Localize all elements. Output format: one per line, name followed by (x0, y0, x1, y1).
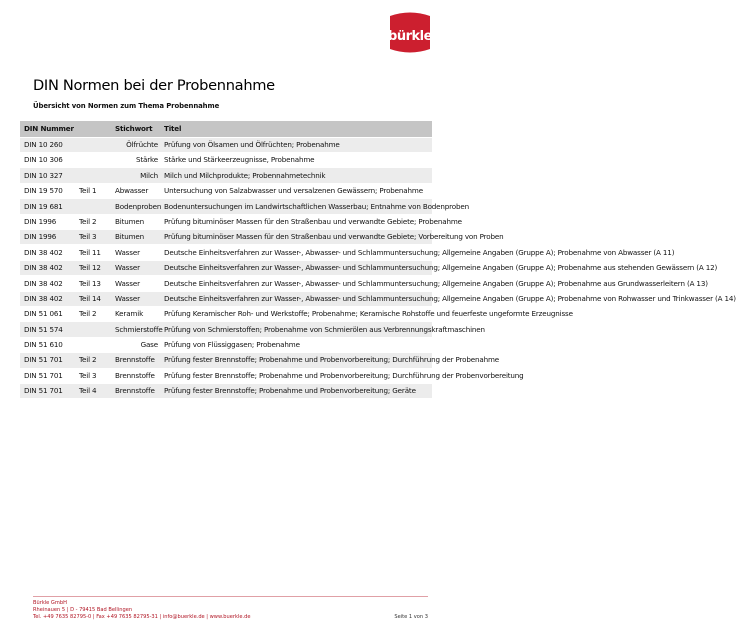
title-cell: Prüfung fester Brennstoffe; Probenahme und Probenvorbereitung; Durchführung der Probenahme (160, 353, 432, 368)
din-number-cell: DIN 38 402 (20, 276, 75, 291)
table-row (20, 353, 432, 368)
din-number-cell: DIN 1996 (20, 230, 75, 245)
title-cell: Stärke und Stärkeerzeugnisse, Probenahme (160, 153, 432, 168)
part-cell: Teil 3 (75, 368, 111, 383)
din-number-cell: DIN 19 570 (20, 183, 75, 198)
keyword-cell: Brennstoffe (111, 368, 160, 383)
part-cell (75, 168, 111, 183)
table-row (20, 183, 432, 198)
table-row (20, 168, 432, 183)
din-number-cell: DIN 1996 (20, 214, 75, 229)
keyword-cell: Bitumen (111, 214, 160, 229)
document-title: DIN Normen bei der Probennahme (33, 77, 275, 94)
keyword-cell: Wasser (111, 291, 160, 306)
din-number-cell: DIN 51 701 (20, 368, 75, 383)
title-cell: Untersuchung von Salzabwasser und versalzenen Gewässern; Probenahme (160, 183, 432, 198)
footer-company: Bürkle GmbH (33, 600, 67, 606)
table-row (20, 214, 432, 229)
din-number-cell: DIN 10 327 (20, 168, 75, 183)
document-subtitle: Übersicht von Normen zum Thema Probennahme (33, 102, 220, 110)
header-part (75, 121, 111, 137)
footer-page-number: Seite 1 von 3 (394, 614, 428, 620)
table-header-row (20, 121, 432, 137)
table-row (20, 322, 432, 337)
part-cell: Teil 11 (75, 245, 111, 260)
table-row (20, 260, 432, 275)
din-number-cell: DIN 38 402 (20, 291, 75, 306)
din-number-cell: DIN 51 701 (20, 353, 75, 368)
keyword-cell: Stärke (111, 153, 160, 168)
keyword-cell: Wasser (111, 245, 160, 260)
title-cell: Deutsche Einheitsverfahren zur Wasser-, Abwasser- und Schlammuntersuchung; Allgemeine Angaben (Gruppe A); Probenahme von Rohwasser und Trinkwasser (A 14) (160, 291, 432, 306)
svg-text:bürkle: bürkle (388, 29, 432, 44)
din-number-cell: DIN 10 306 (20, 153, 75, 168)
din-number-cell: DIN 51 610 (20, 337, 75, 352)
part-cell (75, 137, 111, 152)
keyword-cell: Gase (111, 337, 160, 352)
table-row (20, 276, 432, 291)
keyword-cell: Brennstoffe (111, 353, 160, 368)
title-cell: Deutsche Einheitsverfahren zur Wasser-, Abwasser- und Schlammuntersuchung; Allgemeine Angaben (Gruppe A); Probenahme aus Grundwasserleitern (A 13) (160, 276, 432, 291)
keyword-cell: Abwasser (111, 183, 160, 198)
din-number-cell: DIN 51 701 (20, 383, 75, 398)
table-row (20, 199, 432, 214)
keyword-cell: Wasser (111, 260, 160, 275)
table-row (20, 153, 432, 168)
keyword-cell: Bitumen (111, 230, 160, 245)
din-number-cell: DIN 10 260 (20, 137, 75, 152)
table-body (20, 137, 736, 399)
footer-divider (33, 596, 428, 597)
keyword-cell: Wasser (111, 276, 160, 291)
part-cell: Teil 13 (75, 276, 111, 291)
part-cell: Teil 2 (75, 307, 111, 322)
footer-contact: Tel. +49 7635 82795-0 | Fax +49 7635 82795-31 | info@buerkle.de | www.buerkle.de (33, 614, 251, 620)
page-footer (33, 600, 428, 621)
keyword-cell: Schmierstoffe (111, 322, 160, 337)
din-number-cell: DIN 51 574 (20, 322, 75, 337)
part-cell (75, 322, 111, 337)
keyword-cell: Keramik (111, 307, 160, 322)
part-cell: Teil 2 (75, 353, 111, 368)
title-cell: Prüfung Keramischer Roh- und Werkstoffe; Probenahme; Keramische Rohstoffe und feuerfeste ungeformte Erzeugnisse (160, 307, 432, 322)
part-cell (75, 153, 111, 168)
title-cell: Prüfung fester Brennstoffe; Probenahme und Probenvorbereitung; Durchführung der Probenvorbereitung (160, 368, 432, 383)
title-cell: Bodenuntersuchungen im Landwirtschaftlichen Wasserbau; Entnahme von Bodenproben (160, 199, 432, 214)
table-row (20, 368, 432, 383)
table-row (20, 307, 432, 322)
keyword-cell: Milch (111, 168, 160, 183)
title-cell: Deutsche Einheitsverfahren zur Wasser-, Abwasser- und Schlammuntersuchung; Allgemeine Angaben (Gruppe A); Probenahme aus stehenden Gewässern (A 12) (160, 260, 432, 275)
table-row (20, 245, 432, 260)
title-cell: Prüfung von Schmierstoffen; Probenahme von Schmierölen aus Verbrennungskraftmaschinen (160, 322, 432, 337)
header-title: Titel (160, 121, 432, 137)
din-number-cell: DIN 38 402 (20, 260, 75, 275)
din-number-cell: DIN 38 402 (20, 245, 75, 260)
keyword-cell: Bodenproben (111, 199, 160, 214)
keyword-cell: Brennstoffe (111, 383, 160, 398)
din-norms-table (20, 121, 736, 399)
part-cell: Teil 2 (75, 214, 111, 229)
part-cell: Teil 4 (75, 383, 111, 398)
title-cell: Prüfung fester Brennstoffe; Probenahme und Probenvorbereitung; Geräte (160, 383, 432, 398)
table-row (20, 337, 432, 352)
part-cell: Teil 3 (75, 230, 111, 245)
part-cell (75, 337, 111, 352)
footer-address: Rheinauen 5 | D - 79415 Bad Bellingen (33, 607, 133, 613)
header-keyword: Stichwort (111, 121, 160, 137)
part-cell (75, 199, 111, 214)
keyword-cell: Ölfrüchte (111, 137, 160, 152)
part-cell: Teil 12 (75, 260, 111, 275)
part-cell: Teil 1 (75, 183, 111, 198)
title-cell: Prüfung bituminöser Massen für den Straßenbau und verwandte Gebiete; Vorbereitung von Proben (160, 230, 432, 245)
din-number-cell: DIN 19 681 (20, 199, 75, 214)
table-row (20, 383, 432, 398)
title-cell: Prüfung bituminöser Massen für den Straßenbau und verwandte Gebiete; Probenahme (160, 214, 432, 229)
title-cell: Milch und Milchprodukte; Probennahmetechnik (160, 168, 432, 183)
din-number-cell: DIN 51 061 (20, 307, 75, 322)
buerkle-logo (386, 10, 434, 56)
title-cell: Prüfung von Ölsamen und Ölfrüchten; Probenahme (160, 137, 432, 152)
header-din-number: DIN Nummer (20, 121, 75, 137)
title-cell: Prüfung von Flüssiggasen; Probenahme (160, 337, 432, 352)
table-row (20, 291, 432, 306)
part-cell: Teil 14 (75, 291, 111, 306)
table-row (20, 230, 432, 245)
table-row (20, 137, 432, 152)
title-cell: Deutsche Einheitsverfahren zur Wasser-, Abwasser- und Schlammuntersuchung; Allgemeine Angaben (Gruppe A); Probenahme von Abwasser (A 11) (160, 245, 432, 260)
